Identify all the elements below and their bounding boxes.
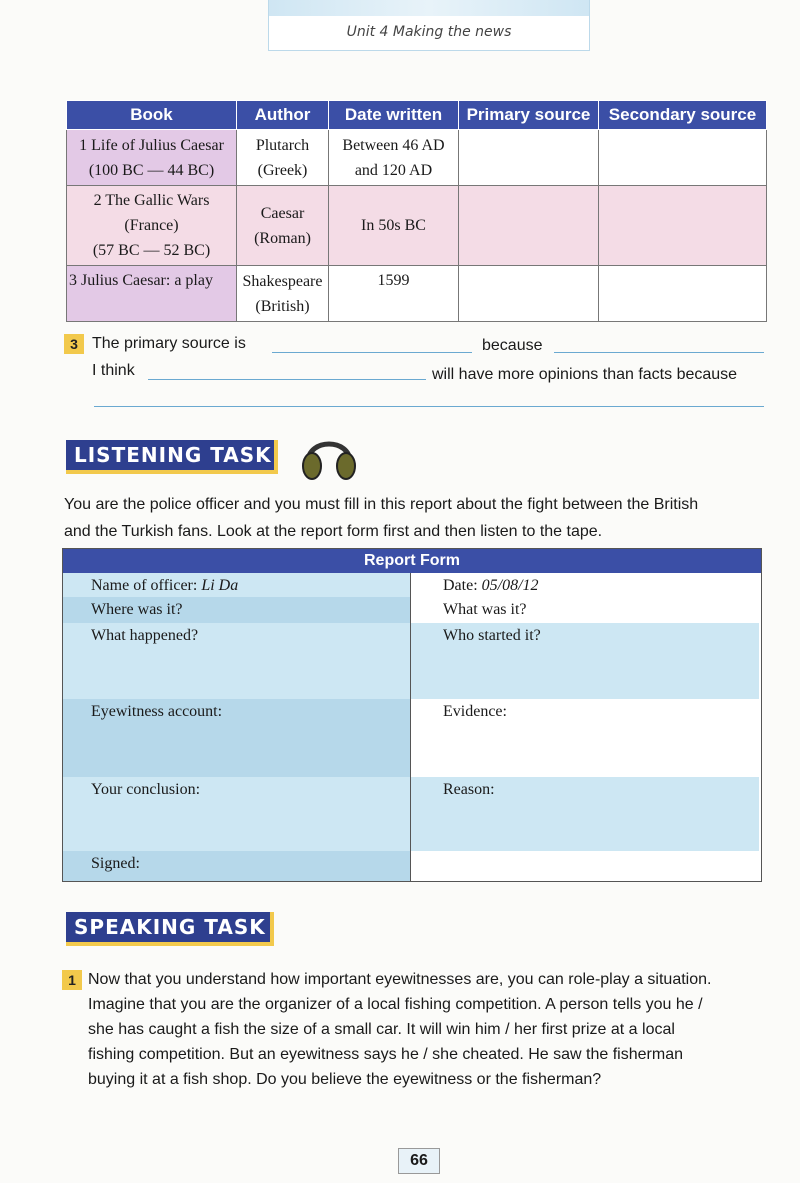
author-cell	[237, 266, 329, 322]
book-cell	[67, 266, 237, 322]
table-row	[67, 130, 767, 186]
date-cell	[329, 130, 459, 186]
book-source-table	[66, 100, 767, 322]
signed-blank[interactable]	[411, 851, 759, 881]
conclusion-field[interactable]	[63, 777, 411, 851]
q3-text-4: will have more opinions than facts because	[432, 366, 738, 383]
date-line: and 120 AD	[354, 161, 433, 179]
table-header-row	[67, 101, 767, 130]
where-label: Where was it?	[91, 601, 183, 618]
officer-field[interactable]	[63, 573, 411, 597]
reason-field[interactable]	[411, 777, 759, 851]
evidence-label: Evidence:	[443, 703, 507, 720]
report-row	[63, 699, 761, 777]
author-nationality: (Greek)	[257, 161, 308, 179]
col-header-author: Author	[237, 101, 329, 130]
book-dates: (57 BC — 52 BC)	[92, 242, 211, 259]
col-header-primary: Primary source	[459, 101, 599, 130]
report-row	[63, 597, 761, 623]
report-row	[63, 573, 761, 597]
eyewitness-field[interactable]	[63, 699, 411, 777]
headphones-icon	[300, 428, 358, 482]
officer-value: Li Da	[201, 577, 239, 594]
book-cell	[67, 186, 237, 266]
speaking-line-5: buying it at a fish shop. Do you believe the eyewitness or the fisherman?	[88, 1071, 602, 1088]
q3-text-3: I think	[92, 362, 135, 379]
book-title: 2 The Gallic Wars	[93, 192, 210, 209]
speaking-task-banner: SPEAKING TASK	[66, 912, 274, 946]
date-cell	[329, 186, 459, 266]
listening-task-banner: LISTENING TASK	[66, 440, 278, 474]
book-cell	[67, 130, 237, 186]
date-field[interactable]	[411, 573, 759, 597]
report-row	[63, 777, 761, 851]
speaking-line-3: she has caught a fish the size of a small car. It will win him / her first prize at a local	[88, 1021, 675, 1038]
author-cell	[237, 130, 329, 186]
author-cell	[237, 186, 329, 266]
primary-source-cell[interactable]	[459, 266, 599, 322]
evidence-field[interactable]	[411, 699, 759, 777]
answer-line-reason[interactable]	[94, 406, 764, 407]
question-number-badge: 3	[64, 334, 84, 354]
page-number: 66	[398, 1148, 440, 1174]
author-nationality: (Roman)	[254, 229, 311, 247]
speaking-line-2: Imagine that you are the organizer of a local fishing competition. A person tells you he /	[88, 996, 703, 1013]
book-title: 1 Life of Julius Caesar	[79, 136, 224, 154]
date-line: 1599	[377, 272, 410, 289]
who-started-field[interactable]	[411, 623, 759, 699]
unit-header	[268, 0, 590, 51]
answer-line-primary[interactable]	[272, 352, 472, 353]
date-value: 05/08/12	[481, 577, 539, 594]
author-nationality: (British)	[255, 297, 310, 315]
speaking-line-1: Now that you understand how important eyewitnesses are, you can role-play a situation.	[88, 971, 712, 988]
author-name: Plutarch	[255, 136, 310, 154]
q3-text-2: because	[482, 337, 543, 354]
book-origin: (France)	[124, 217, 179, 234]
author-name: Caesar	[260, 204, 305, 222]
col-header-book: Book	[67, 101, 237, 130]
reason-label: Reason:	[443, 781, 495, 798]
secondary-source-cell[interactable]	[599, 266, 767, 322]
col-header-secondary: Secondary source	[599, 101, 767, 130]
speaking-line-4: fishing competition. But an eyewitness says he / she cheated. He saw the fisherman	[88, 1046, 683, 1063]
report-form-title: Report Form	[63, 549, 761, 573]
officer-label: Name of officer:	[91, 577, 202, 594]
table-row	[67, 186, 767, 266]
book-title: 3 Julius Caesar: a play	[69, 272, 213, 289]
eyewitness-label: Eyewitness account:	[91, 703, 223, 720]
answer-line-source[interactable]	[148, 379, 426, 380]
secondary-source-cell[interactable]	[599, 186, 767, 266]
primary-source-cell[interactable]	[459, 186, 599, 266]
report-row	[63, 851, 761, 881]
what-label: What was it?	[443, 601, 527, 618]
date-cell	[329, 266, 459, 322]
where-field[interactable]	[63, 597, 411, 623]
col-header-date: Date written	[329, 101, 459, 130]
conclusion-label: Your conclusion:	[91, 781, 201, 798]
speaking-number-badge: 1	[62, 970, 82, 990]
date-label: Date:	[443, 577, 482, 594]
answer-line-because[interactable]	[554, 352, 764, 353]
who-started-label: Who started it?	[443, 627, 541, 644]
what-happened-label: What happened?	[91, 627, 199, 644]
report-form	[62, 548, 762, 882]
primary-source-cell[interactable]	[459, 130, 599, 186]
q3-text-1: The primary source is	[92, 335, 246, 352]
book-dates: (100 BC — 44 BC)	[88, 161, 215, 179]
header-strip	[269, 0, 589, 16]
report-row	[63, 623, 761, 699]
table-row	[67, 266, 767, 322]
signed-field[interactable]	[63, 851, 411, 881]
date-line: Between 46 AD	[342, 136, 445, 154]
signed-label: Signed:	[91, 855, 140, 872]
listening-instructions-line-1: You are the police officer and you must fill in this report about the fight between the British	[64, 496, 699, 513]
unit-title: Unit 4 Making the news	[346, 24, 512, 40]
date-line: In 50s BC	[361, 217, 426, 234]
what-happened-field[interactable]	[63, 623, 411, 699]
author-name: Shakespeare	[242, 272, 323, 290]
secondary-source-cell[interactable]	[599, 130, 767, 186]
listening-instructions-line-2: and the Turkish fans. Look at the report form first and then listen to the tape.	[64, 523, 603, 540]
what-field[interactable]	[411, 597, 759, 623]
